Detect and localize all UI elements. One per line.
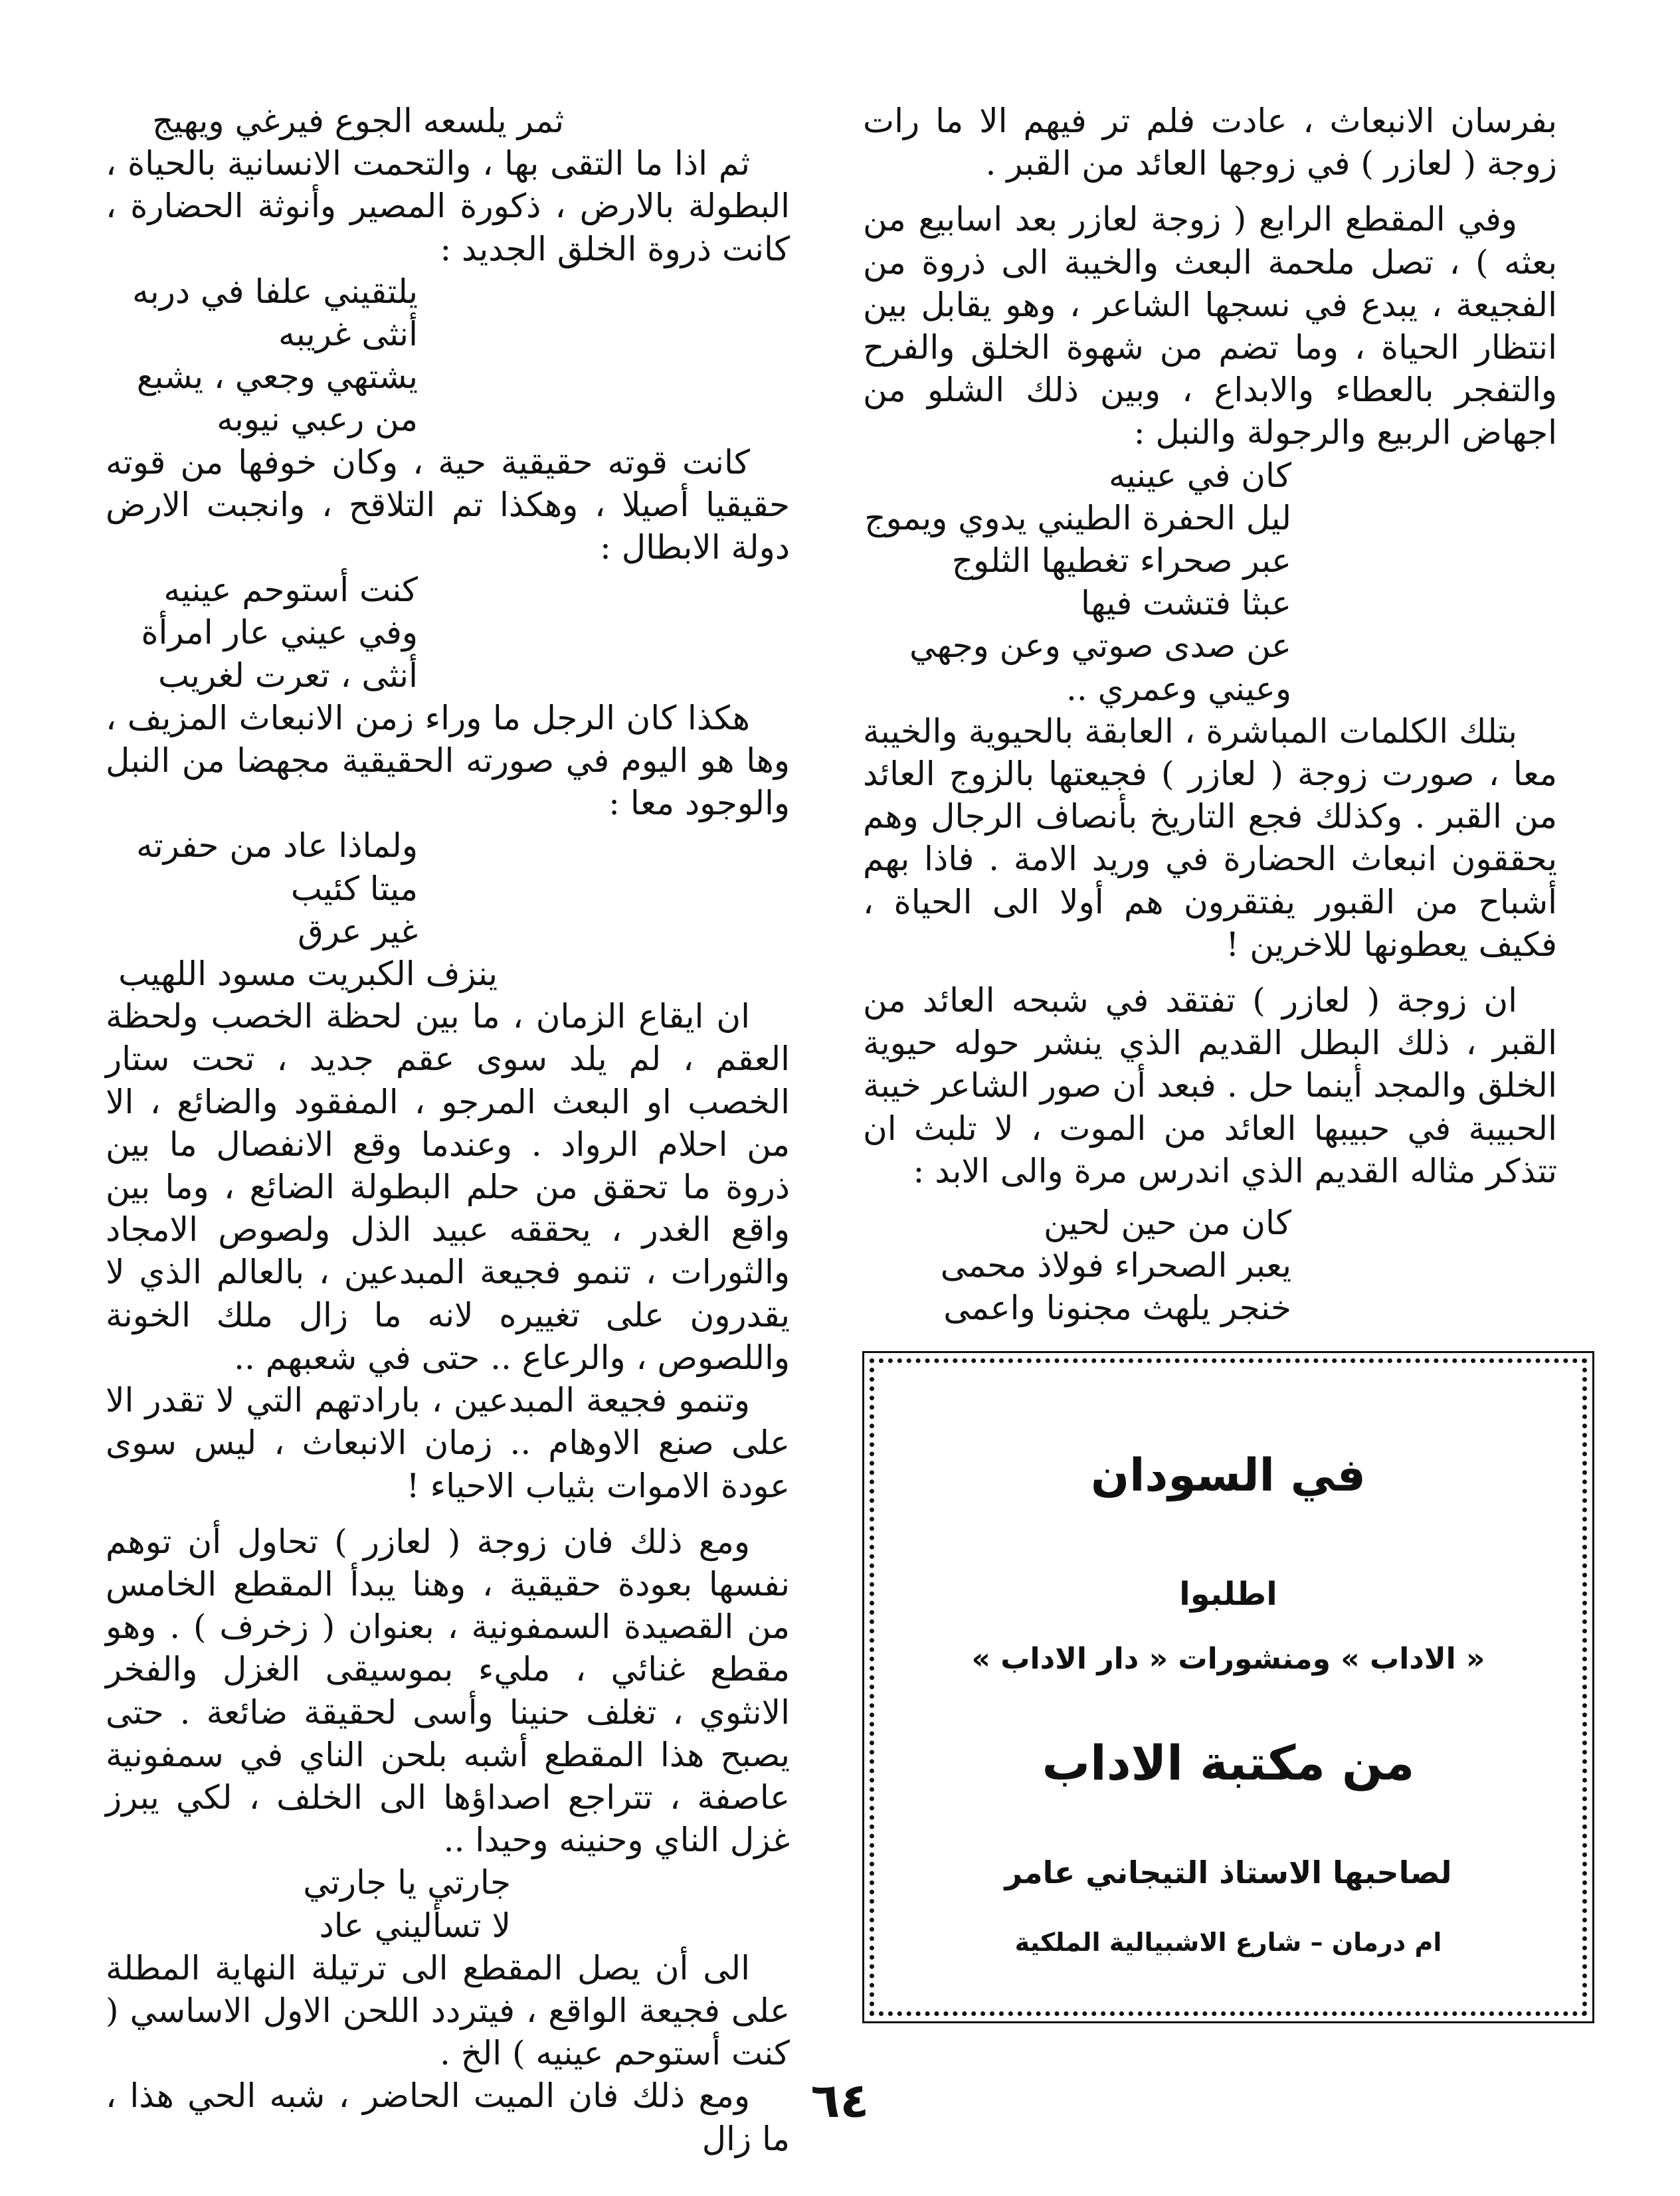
- paragraph: ان زوجة ( لعازر ) تفتقد في شبحه العائد من القبر ، ذلك البطل القديم الذي ينشر حوله حيوية الخلق والمجد أينما حل . فبعد أن صور الشاعر خيبة الحبيبة في حبيبها العائد من الموت ، لا تلبث ان تتذكر مثاله القديم الذي اندرس مرة والى الابد :: [863, 981, 1557, 1190]
- ad-title: في السودان: [1091, 1449, 1366, 1502]
- verse-line: كنت أستوحم عينيه: [163, 571, 418, 610]
- verse-line: كان من حين لحين: [1044, 1204, 1291, 1243]
- page-number: ٦٤: [810, 2072, 870, 2128]
- paragraph: ثم اذا ما التقى بها ، والتحمت الانسانية بالحياة ، البطولة بالارض ، ذكورة المصير وأنوثة الحضارة ، كانت ذروة الخلق الجديد :: [106, 144, 790, 268]
- poem-verse: [106, 824, 790, 995]
- left-column: [106, 100, 790, 2160]
- poem-verse: [863, 1202, 1557, 1330]
- poem-verse: [106, 100, 790, 142]
- verse-line: أنثى غريبه: [278, 315, 418, 354]
- verse-line: وعيني وعمري ..: [1066, 669, 1291, 708]
- verse-line: خنجر يلهث مجنونا واعمى: [943, 1289, 1291, 1328]
- verse-line: ينزف الكبريت مسود اللهيب: [118, 955, 498, 994]
- verse-line: يلتقيني علفا في دربه: [132, 272, 418, 311]
- verse-line: يشتهي وجعي ، يشبع: [136, 357, 418, 397]
- verse-line: عن صدى صوتي وعن وجهي: [909, 626, 1291, 666]
- verse-line: من رعبي نيوبه: [217, 400, 418, 439]
- verse-line: ليل الحفرة الطيني يدوي ويموج: [864, 498, 1291, 537]
- advertisement-box: [870, 1358, 1587, 2016]
- paragraph: وتنمو فجيعة المبدعين ، بارادتهم التي لا تقدر الا على صنع الاوهام .. زمان الانبعاث ، ليس سوى عودة الاموات بثياب الاحياء !: [106, 1381, 790, 1505]
- poem-verse: [106, 270, 790, 441]
- verse-line: غير عرق: [298, 911, 418, 951]
- ad-store: من مكتبة الاداب: [1042, 1735, 1415, 1791]
- paragraph: بتلك الكلمات المباشرة ، العابقة بالحيوية والخيبة معا ، صورت زوجة ( لعازر ) فجيعتها بالزوج العائد من القبر . وكذلك فجع التاريخ بأنصاف الرجال وهم يحققون انبعاث الحضارة في وريد الامة . فاذا بهم أشباح من القبور يفتقرون هم أولا الى الحياة ، فكيف يعطونها للاخرين !: [863, 711, 1557, 964]
- paragraph: هكذا كان الرجل ما وراء زمن الانبعاث المزيف ، وها هو اليوم في صورته الحقيقية مجهضا من النبل والوجود معا :: [106, 698, 790, 823]
- ad-publications: « الاداب » ومنشورات « دار الاداب »: [971, 1642, 1485, 1676]
- paragraph: كانت قوته حقيقية حية ، وكان خوفها من قوته حقيقيا أصيلا ، وهكذا تم التلاقح ، وانجبت الارض دولة الابطال :: [106, 442, 790, 567]
- paragraph: ان ايقاع الزمان ، ما بين لحظة الخصب ولحظة العقم ، لم يلد سوى عقم جديد ، تحت ستار الخصب او البعث المرجو ، المفقود والضائع ، الا من احلام الرواد . وعندما وقع الانفصال ما بين ذروة ما تحقق من حلم البطولة الضائع ، وما بين واقع الغدر ، يحققه عبيد الذل ولصوص الامجاد والثورات ، تنمو فجيعة المبدعين ، بالعالم الذي لا يقدرون على تغييره لانه ما زال ملك الخونة واللصوص ، والرعاع .. حتى في شعبهم ..: [106, 997, 790, 1377]
- verse-line: يعبر الصحراء فولاذ محمى: [940, 1246, 1291, 1285]
- ad-address: ام درمان – شارع الاشبيالية الملكية: [1014, 1928, 1442, 1957]
- verse-line: ميتا كئيب: [290, 869, 418, 908]
- right-column: [863, 100, 1557, 1330]
- verse-line: وفي عيني عار امرأة: [141, 613, 418, 652]
- verse-line: جارتي يا جارتي: [303, 1863, 511, 1902]
- paragraph: الى أن يصل المقطع الى ترتيلة النهاية المطلة على فجيعة الواقع ، فيتردد اللحن الاول الاساسي ( كنت أستوحم عينيه ) الخ .: [106, 1948, 790, 2073]
- ad-owner: لصاحبها الاستاذ التيجاني عامر: [1004, 1855, 1452, 1890]
- verse-line: ولماذا عاد من حفرته: [136, 826, 418, 866]
- verse-line: أنثى ، تعرت لغريب: [157, 656, 418, 695]
- verse-line: عبر صحراء تغطيها الثلوج: [951, 541, 1291, 581]
- ad-call: اطلبوا: [1179, 1576, 1277, 1613]
- paragraph: ومع ذلك فان زوجة ( لعازر ) تحاول أن توهم نفسها بعودة حقيقية ، وهنا يبدأ المقطع الخامس من القصيدة السمفونية ، بعنوان ( زخرف ) . وهو مقطع غنائي ، مليء بموسيقى الغزل والفخر الانثوي ، تغلف حنينا وأسى لحقيقة ضائعة . حتى يصبح هذا المقطع أشبه بلحن الناي في سمفونية عاصفة ، تتراجع اصداؤها الى الخلف ، لكي يبرز غزل الناي وحنينه وحيدا ..: [106, 1522, 790, 1860]
- paragraph: وفي المقطع الرابع ( زوجة لعازر بعد اسابيع من بعثه ) ، تصل ملحمة البعث والخيبة الى ذروة من الفجيعة ، يبدع في نسجها الشاعر ، وهو يقابل بين انتظار الحياة ، وما تضم من شهوة الخلق والفرح والتفجر بالعطاء والابداع ، وبين ذلك الشلو من اجهاض الربيع والرجولة والنبل :: [863, 200, 1557, 452]
- poem-verse: [106, 569, 790, 697]
- verse-line: ثمر يلسعه الجوع فيرغي ويهيج: [152, 102, 564, 140]
- poem-verse: [863, 454, 1557, 710]
- verse-line: كان في عينيه: [1108, 456, 1291, 495]
- paragraph: ومع ذلك فان الميت الحاضر ، شبه الحي هذا ، ما زال: [106, 2076, 790, 2158]
- verse-line: عبثا فتشت فيها: [1081, 584, 1291, 623]
- paragraph: بفرسان الانبعاث ، عادت فلم تر فيهم الا ما رات زوجة ( لعازر ) في زوجها العائد من القبر .: [863, 102, 1557, 183]
- poem-verse: [106, 1861, 790, 1946]
- verse-line: لا تسأليني عاد: [319, 1906, 511, 1945]
